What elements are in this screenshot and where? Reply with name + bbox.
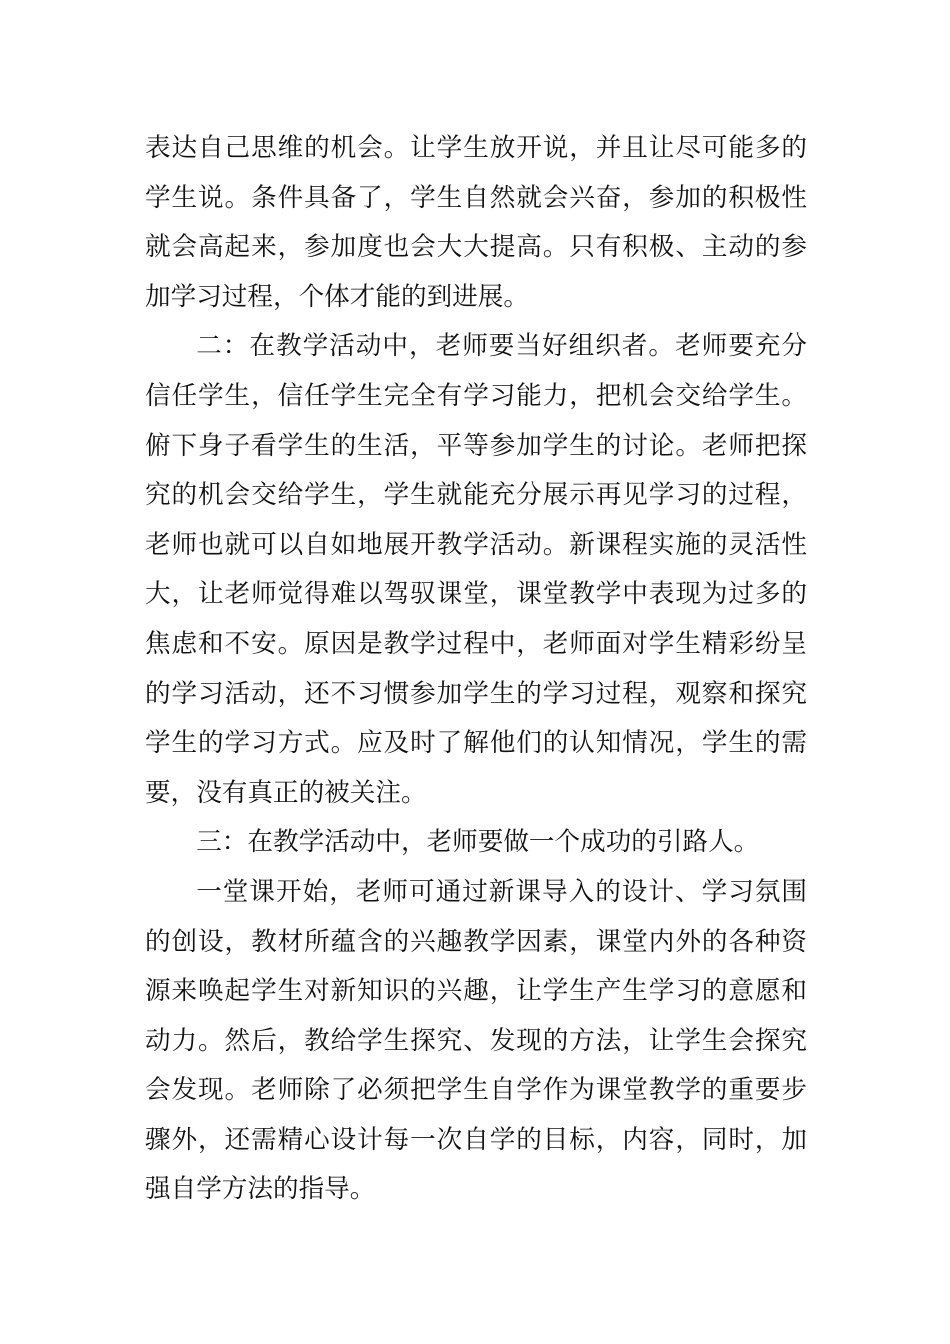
document-body — [145, 124, 807, 1215]
paragraph-4: 一堂课开始，老师可通过新课导入的设计、学习氛围的创设，教材所蕴含的兴趣教学因素，课堂内外的各种资源来唤起学生对新知识的兴趣，让学生产生学习的意愿和动力。然后，教给学生探究、发现的方法，让学生会探究会发现。老师除了必须把学生自学作为课堂教学的重要步骤外，还需精心设计每一次自学的目标，内容，同时，加强自学方法的指导。 — [145, 876, 807, 1205]
paragraph-1: 表达自己思维的机会。让学生放开说，并且让尽可能多的学生说。条件具备了，学生自然就会兴奋，参加的积极性就会高起来，参加度也会大大提高。只有积极、主动的参加学习过程，个体才能的到进展。 — [145, 133, 807, 312]
paragraph-3: 三：在教学活动中，老师要做一个成功的引路人。 — [196, 827, 760, 858]
paragraph-2: 二：在教学活动中，老师要当好组织者。老师要充分信任学生，信任学生完全有学习能力，把机会交给学生。俯下身子看学生的生活，平等参加学生的讨论。老师把探究的机会交给学生，学生就能充分展示再见学习的过程，老师也就可以自如地展开教学活动。新课程实施的灵活性大，让老师觉得难以驾驭课堂，课堂教学中表现为过多的焦虑和不安。原因是教学过程中，老师面对学生精彩纷呈的学习活动，还不习惯参加学生的学习过程，观察和探究学生的学习方式。应及时了解他们的认知情况，学生的需要，没有真正的被关注。 — [145, 331, 807, 808]
